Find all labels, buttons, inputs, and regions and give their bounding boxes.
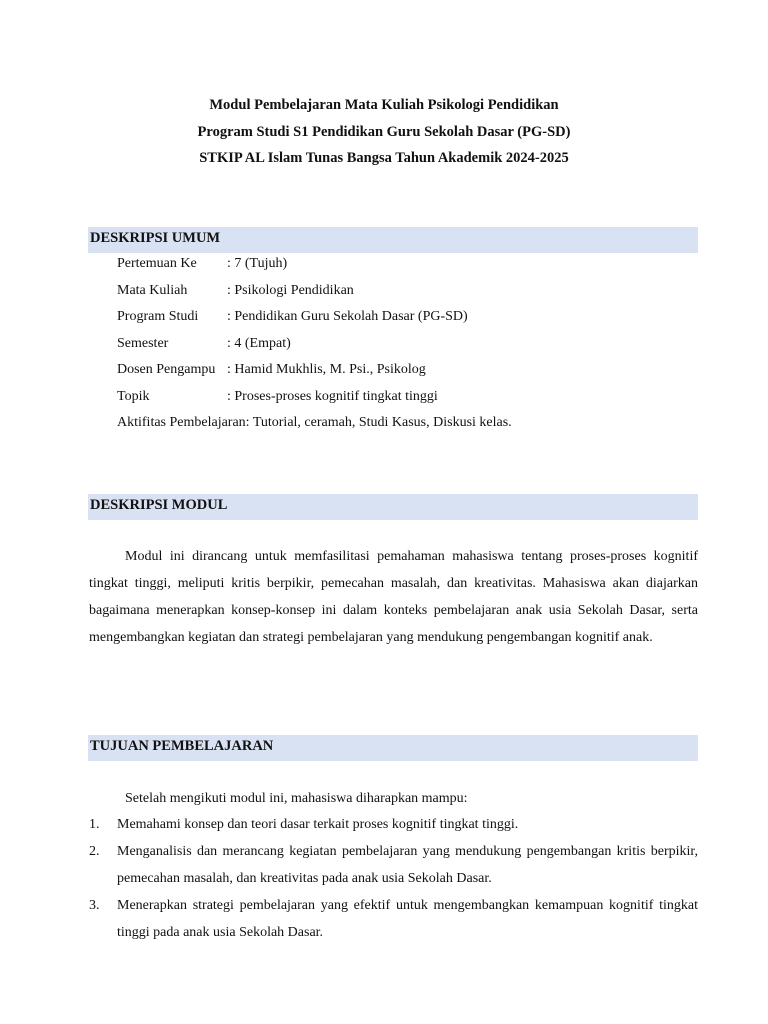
info-label: Program Studi bbox=[117, 309, 199, 324]
info-value: : Psikologi Pendidikan bbox=[227, 282, 354, 298]
list-item bbox=[89, 838, 698, 892]
info-label: Topik bbox=[117, 388, 150, 404]
list-item-number: 2. bbox=[89, 844, 100, 859]
list-item bbox=[89, 892, 698, 946]
learning-activities: Aktifitas Pembelajaran: Tutorial, ceramah, Studi Kasus, Diskusi kelas. bbox=[117, 415, 512, 430]
info-row bbox=[117, 278, 512, 305]
info-value: : Proses-proses kognitif tingkat tinggi bbox=[227, 388, 438, 404]
info-label: Mata Kuliah bbox=[117, 282, 188, 298]
objectives-intro: Setelah mengikuti modul ini, mahasiswa diharapkan mampu: bbox=[125, 791, 468, 806]
list-item-text: Menerapkan strategi pembelajaran yang efektif untuk mengembangkan kemampuan kognitif tingkat tinggi pada anak usia Sekolah Dasar. bbox=[117, 898, 698, 940]
title-line-2: Program Studi S1 Pendidikan Guru Sekolah Dasar (PG-SD) bbox=[197, 123, 571, 140]
list-item-text: Menganalisis dan merancang kegiatan pembelajaran yang mendukung pengembangan kritis berpikir, pemecahan masalah, dan kreativitas pada anak usia Sekolah Dasar. bbox=[117, 844, 698, 886]
info-label: Pertemuan Ke bbox=[117, 256, 197, 271]
list-item-number: 1. bbox=[89, 817, 100, 832]
info-row bbox=[117, 304, 512, 331]
section-heading-deskripsi-umum: DESKRIPSI UMUM bbox=[88, 227, 698, 253]
info-label: Semester bbox=[117, 335, 169, 351]
list-item-text: Memahami konsep dan teori dasar terkait proses kognitif tingkat tinggi. bbox=[117, 817, 519, 832]
info-value: : Hamid Mukhlis, M. Psi., Psikolog bbox=[227, 362, 426, 377]
info-row bbox=[117, 384, 512, 411]
info-label: Dosen Pengampu bbox=[117, 362, 216, 377]
list-item bbox=[89, 811, 698, 838]
info-value: : 7 (Tujuh) bbox=[227, 256, 288, 271]
info-value: : 4 (Empat) bbox=[227, 335, 291, 351]
info-row bbox=[117, 357, 512, 384]
document-title bbox=[0, 92, 768, 172]
general-info bbox=[117, 251, 512, 437]
section-heading-tujuan-pembelajaran: TUJUAN PEMBELAJARAN bbox=[88, 735, 698, 761]
info-row bbox=[117, 331, 512, 358]
title-line-1: Modul Pembelajaran Mata Kuliah Psikologi Pendidikan bbox=[209, 97, 559, 113]
info-row bbox=[117, 251, 512, 278]
title-line-3: STKIP AL Islam Tunas Bangsa Tahun Akademik 2024-2025 bbox=[199, 150, 569, 166]
objectives-list bbox=[89, 811, 698, 946]
info-value: : Pendidikan Guru Sekolah Dasar (PG-SD) bbox=[227, 309, 468, 324]
list-item-number: 3. bbox=[89, 898, 100, 913]
module-description-paragraph: Modul ini dirancang untuk memfasilitasi pemahaman mahasiswa tentang proses-proses kognitif tingkat tinggi, meliputi kritis berpikir, pemecahan masalah, dan kreativitas. Mahasiswa akan diajarkan bagaimana menerapkan konsep-konsep ini dalam konteks pembelajaran anak usia Sekolah Dasar, serta mengembangkan kegiatan dan strategi pembelajaran yang mendukung pengembangan kognitif anak. bbox=[89, 549, 698, 645]
section-heading-deskripsi-modul: DESKRIPSI MODUL bbox=[88, 494, 698, 520]
